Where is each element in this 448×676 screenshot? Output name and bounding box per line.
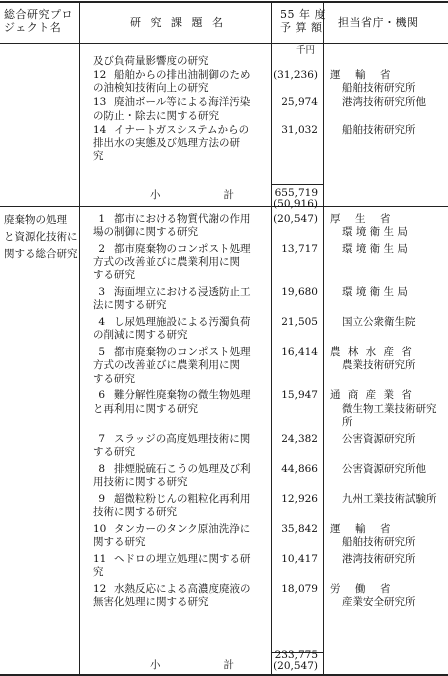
section-divider <box>0 206 448 207</box>
item-title-line: の削減に関する研究 <box>93 329 188 342</box>
agency-name: 運 輸 省 <box>330 69 393 81</box>
item-number: 8 <box>98 462 105 475</box>
institute-name: 公害資源研究所他 <box>342 462 426 475</box>
item-title-line: する研究 <box>93 269 135 282</box>
item-title-line: する研究 <box>93 372 135 385</box>
item-title-line: 関する研究 <box>93 535 146 548</box>
header-bottom-border <box>0 43 448 44</box>
institute-name: 微生物工業技術研究 <box>342 402 437 415</box>
subtotal-paren-value: (50,916) <box>273 198 318 210</box>
item-title-line: 船舶からの排出油制御のため <box>114 69 251 81</box>
item-title-line: 法に関する研究 <box>93 299 167 312</box>
header-budget-line-1: 55 年 度 <box>280 8 326 21</box>
continued-title-line: 及び負荷量影響度の研究 <box>93 55 209 67</box>
item-title-line: 都市廃棄物のコンポスト処理 <box>114 346 251 359</box>
subtotal-paren-value: (20,547) <box>273 660 318 672</box>
header-project-name <box>4 8 73 34</box>
budget-amount: 16,414 <box>281 346 318 359</box>
item-title-line: 水熱反応による高濃度廃液の <box>114 582 251 595</box>
item-title-line: スラッジの高度処理技術に関 <box>114 432 251 445</box>
agency-name: 運 輸 省 <box>330 522 393 535</box>
budget-amount: 31,032 <box>281 123 318 136</box>
project-name-line: 関する総合研究 <box>4 248 78 260</box>
budget-amount: 24,382 <box>281 432 318 445</box>
item-number: 12 <box>93 582 107 595</box>
project-name-line: と資源化技術に <box>4 231 78 243</box>
item-title-line: 超微粒粉じんの粗粒化再利用 <box>114 492 251 505</box>
item-title-line: 難分解性廃棄物の微生物処理 <box>114 389 251 402</box>
budget-amount: 25,974 <box>281 96 318 109</box>
item-number: 13 <box>93 96 107 109</box>
header-budget <box>280 8 326 34</box>
header-research-title: 研 究 課 題 名 <box>130 16 226 29</box>
institute-name: 船舶技術研究所 <box>342 535 416 548</box>
subtotal-label: 小 計 <box>150 659 234 671</box>
agency-name: 労 働 省 <box>330 582 393 595</box>
item-number: 4 <box>98 316 105 329</box>
budget-amount: 44,866 <box>281 462 318 475</box>
item-number: 11 <box>93 552 107 565</box>
agency-name: 農 林 水 産 省 <box>330 346 414 359</box>
item-number: 5 <box>98 346 105 359</box>
item-title-line: し尿処理施設による汚濁負荷 <box>114 316 251 329</box>
item-title-line: 究 <box>93 150 104 163</box>
item-title-line: 方式の改善並びに農業利用に関 <box>93 359 240 372</box>
budget-amount: 21,505 <box>281 316 318 329</box>
institute-name: 船舶技術研究所 <box>342 123 416 136</box>
budget-amount: (31,236) <box>273 69 318 81</box>
column-divider-1 <box>79 1 80 675</box>
institute-name: 環 境 衛 生 局 <box>342 226 408 239</box>
institute-name: 農業技術研究所 <box>342 359 416 372</box>
item-title-line: イナートガスシステムからの <box>114 123 250 136</box>
institute-name: 国立公衆衛生院 <box>342 316 416 329</box>
project-name-line: 廃棄物の処理 <box>4 214 67 226</box>
item-number: 2 <box>98 243 105 255</box>
subtotal-value: 233,775 <box>274 649 318 661</box>
item-title-line: 海面埋立における浸透防止工 <box>114 286 251 299</box>
item-title-line: 都市廃棄物のコンポスト処理 <box>114 243 251 255</box>
header-agency: 担当省庁・機関 <box>338 16 419 29</box>
column-divider-3 <box>323 1 324 675</box>
header-project-line-2: ジェクト名 <box>4 21 62 34</box>
item-title-line: 技術に関する研究 <box>93 505 177 518</box>
institute-name: 船舶技術研究所 <box>342 82 416 95</box>
institute-name: 港湾技術研究所 <box>342 552 416 565</box>
item-title-line: 排出水の実態及び処理方法の研 <box>93 137 240 149</box>
item-title-line: する研究 <box>93 445 135 458</box>
budget-amount: 10,417 <box>281 552 318 565</box>
budget-amount: 12,926 <box>281 492 318 505</box>
item-title-line: と再利用に関する研究 <box>93 402 198 415</box>
item-title-line: 廃油ボール等による海洋汚染 <box>114 96 251 109</box>
bottom-border <box>0 674 448 676</box>
item-number: 1 <box>98 213 105 225</box>
institute-name: 環 境 衛 生 局 <box>342 243 408 255</box>
agency-name: 厚 生 省 <box>330 213 393 225</box>
subtotal-label: 小 計 <box>150 189 234 201</box>
top-border <box>0 1 448 3</box>
item-title-line: の油検知技術向上の研究 <box>93 82 209 95</box>
header-project-line-1: 総合研究プロ <box>4 8 73 21</box>
institute-name: 公害資源研究所 <box>342 432 416 445</box>
institute-name: 九州工業技術試験所 <box>342 492 437 505</box>
budget-amount: 15,947 <box>281 389 318 402</box>
subtotal-value: 655,719 <box>274 187 318 199</box>
budget-amount: (20,547) <box>273 213 318 225</box>
item-number: 14 <box>93 123 107 136</box>
header-budget-line-2: 予 算 額 <box>280 21 323 34</box>
item-title-line: 無害化処理に関する研究 <box>93 595 209 608</box>
budget-amount: 13,717 <box>281 243 318 255</box>
institute-name: 港湾技術研究所他 <box>342 96 426 109</box>
item-title-line: 究 <box>93 565 104 578</box>
item-number: 10 <box>93 522 107 535</box>
agency-name: 通 商 産 業 省 <box>330 389 414 402</box>
item-number: 3 <box>98 286 105 299</box>
item-title-line: 場の制御に関する研究 <box>93 226 198 239</box>
budget-amount: 18,079 <box>281 582 318 595</box>
unit-label: 千円 <box>296 45 316 56</box>
item-title-line: の防止・除去に関する研究 <box>93 109 219 122</box>
item-title-line: 用技術に関する研究 <box>93 475 188 488</box>
budget-amount: 35,842 <box>281 522 318 535</box>
institute-name: 産業安全研究所 <box>342 595 416 608</box>
item-title-line: 都市における物質代謝の作用 <box>114 213 251 225</box>
item-title-line: 排煙脱硫石こうの処理及び利 <box>114 462 251 475</box>
item-number: 9 <box>98 492 105 505</box>
budget-amount: 19,680 <box>281 286 318 299</box>
item-number: 7 <box>98 432 105 445</box>
item-title-line: タンカーのタンク原油洗浄に <box>114 522 251 535</box>
item-title-line: ヘドロの埋立処理に関する研 <box>114 552 251 565</box>
institute-name: 所 <box>342 415 353 428</box>
institute-name: 環 境 衛 生 局 <box>342 286 408 299</box>
item-number: 12 <box>93 69 107 81</box>
item-number: 6 <box>98 389 105 402</box>
subtotal-rule-1 <box>272 184 323 185</box>
item-title-line: 方式の改善並びに農業利用に関 <box>93 256 240 269</box>
